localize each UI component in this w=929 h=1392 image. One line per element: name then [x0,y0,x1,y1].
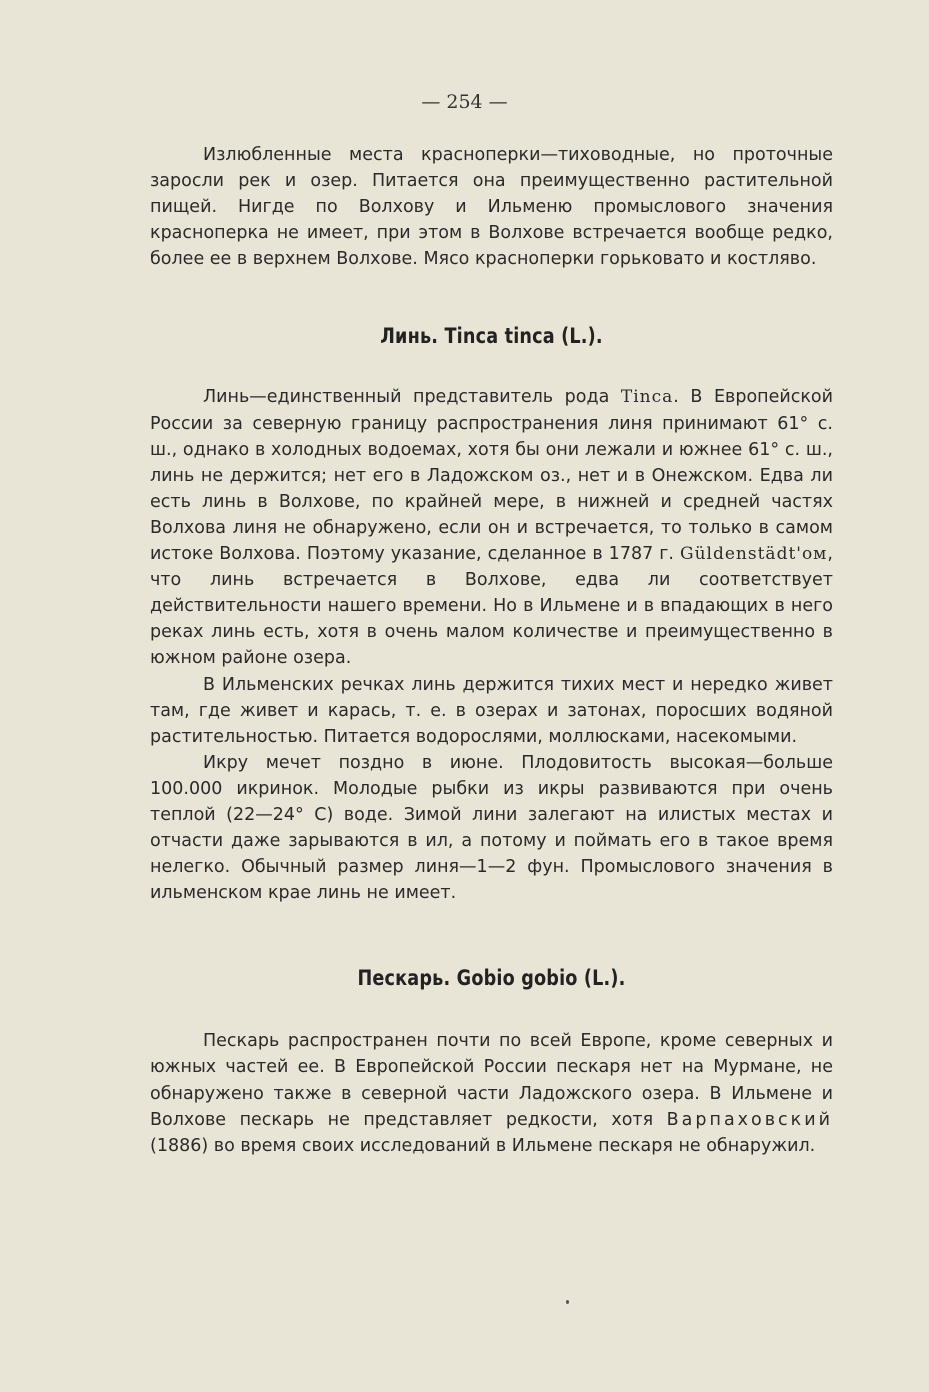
author-varpakhovsky: Варпаховский [666,1109,833,1130]
tinca-paragraph-3: Икру мечет поздно в июне. Плодовитость высокая—больше 100.000 икринок. Молодые рыбки из икры развиваются при очень теплой (22—24° С) воде. Зимой лини залегают на илистых местах и отчасти даже зарываются в ил, а потому и поймать его в такое время нелегко. Обычный размер линя—1—2 фун. Промыслового значения в ильменском крае линь не имеет. [150,752,833,904]
heading-gobio: Пескарь. Gobio gobio (L.). [357,966,626,991]
heading-tinca: Линь. Tinca tinca (L.). [380,324,603,349]
tinca-genus-name: Tinca [620,387,674,408]
author-guldenstadt: Güldenstädt'ом [680,544,828,565]
tinca-p1-part-c: , что линь встречается в Волхове, едва ли соответствует действительности нашего времени. Но в Ильмене и в впадающих в него реках линь есть, хотя в очень малом количестве и преимущественно в южном районе озера. [150,544,833,669]
gobio-paragraph-1 [150,1028,833,1158]
tinca-p1-part-a: Линь—единственный представитель рода [203,387,621,408]
tinca-paragraph-1 [150,384,833,671]
page-number: — 254 — [421,91,508,113]
gobio-p1-part-b: (1886) во время своих исследований в Ильмене пескаря не обнаружил. [150,1135,816,1156]
page-body [150,142,833,1159]
tinca-p1-part-b: . В Европейской России за северную границу распространения линя принимают 61° с. ш., однако в холодных водоемах, хотя бы они лежали и южнее 61° с. ш., линь не держится; нет его в Ладожском оз., нет и в Онежском. Едва ли есть линь в Волхове, по крайней мере, в нижней и средней частях Волхова линя не обнаружено, если он и встречается, то только в самом истоке Волхова. Поэтому указание, сделанное в 1787 г. [150,387,833,565]
gobio-p1-part-a: Пескарь распространен почти по всей Европе, кроме северных и южных частей ее. В Европейской России пескаря нет на Мурмане, не обнаружено также в северной части Ладожского озера. В Ильмене и Волхове пескарь не представляет редкости, хотя [150,1031,833,1130]
ink-speck [566,1300,569,1304]
tinca-paragraph-2: В Ильменских речках линь держится тихих мест и нередко живет там, где живет и карась, т. е. в озерах и затонах, поросших водяной растительностью. Питается водорослями, моллюсками, насекомыми. [150,674,833,747]
intro-paragraph: Излюбленные места красноперки—тиховодные, но проточные заросли рек и озер. Питается она преимущественно растительной пищей. Нигде по Волхову и Ильменю промыслового значения красноперка не имеет, при этом в Волхове встречается вообще редко, более ее в верхнем Волхове. Мясо красноперки горьковато и костляво. [150,145,833,270]
